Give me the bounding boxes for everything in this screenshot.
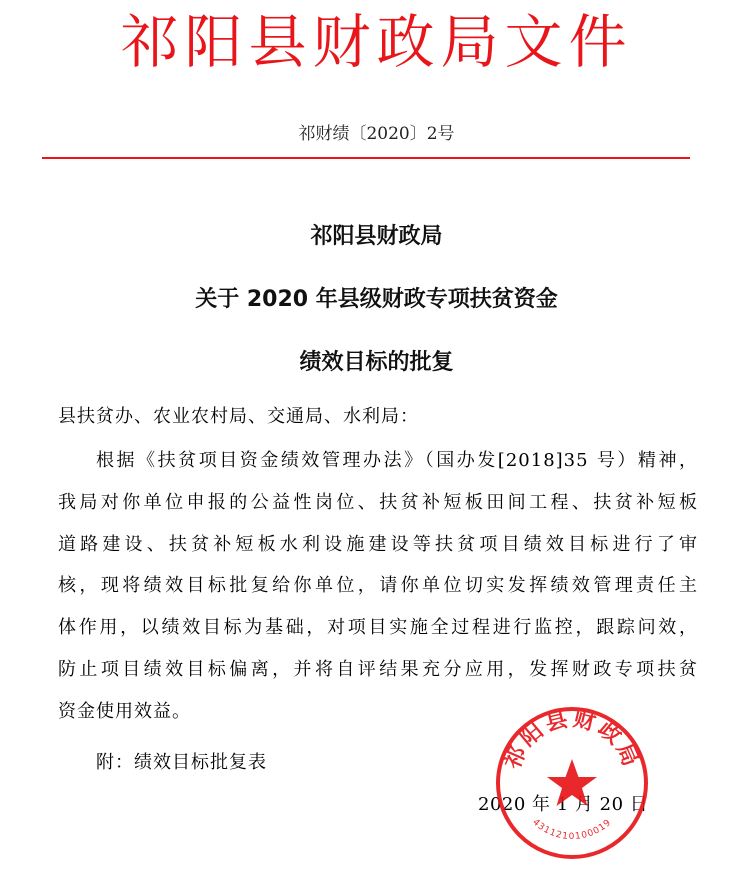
title-subject-continued: 绩效目标的批复 [299,350,454,375]
body-paragraph-line: 资金使用效益。 [58,701,191,722]
body-paragraph-line: 体作用，以绩效目标为基础，对项目实施全过程进行监控，跟踪问效， [58,617,698,638]
attachment-note: 附：绩效目标批复表 [96,752,267,773]
red-divider-line [42,157,690,159]
body-paragraph-line: 道路建设、扶贫补短板水利设施建设等扶贫项目绩效目标进行了审 [58,534,698,555]
seal-code-text: 4311210100019 [530,817,614,843]
body-paragraph-line: 防止项目绩效目标偏离，并将自评结果充分应用，发挥财政专项扶贫 [58,659,698,680]
body-paragraph-line: 根据《扶贫项目资金绩效管理办法》（国办发[2018]35 号）精神， [96,450,698,471]
title-subject: 关于 2020 年县级财政专项扶贫资金 [195,287,558,312]
body-paragraph-line: 我局对你单位申报的公益性岗位、扶贫补短板田间工程、扶贫补短板 [58,492,698,513]
seal-star-icon [547,759,597,806]
document-header-title: 祁阳县财政局文件 [120,8,633,76]
addressee: 县扶贫办、农业农村局、交通局、水利局： [58,406,419,427]
title-issuer: 祁阳县财政局 [310,224,443,249]
document-number: 祁财绩〔2020〕2号 [298,124,455,144]
official-seal [492,703,652,863]
seal-name-text: 祁阳县财政局 [500,706,644,773]
issue-date: 2020 年 1 月 20 日 [478,794,649,815]
body-paragraph-line: 核，现将绩效目标批复给你单位，请你单位切实发挥绩效管理责任主 [58,575,698,596]
